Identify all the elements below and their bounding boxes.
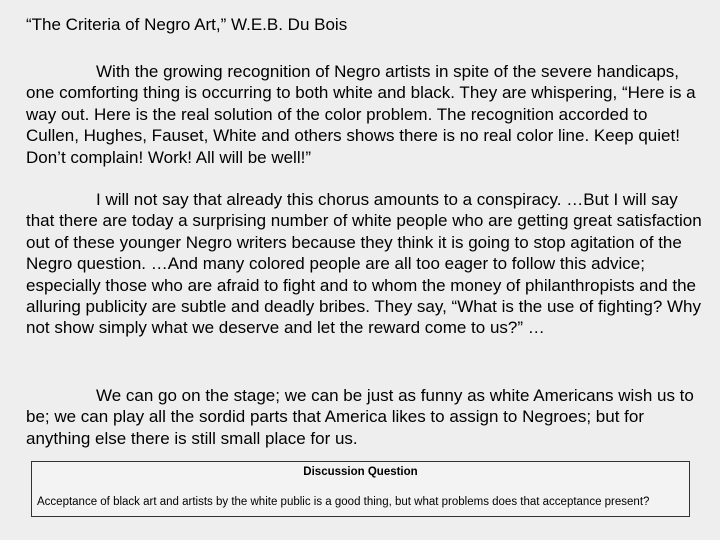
quote-paragraph-1: With the growing recognition of Negro artists in spite of the severe handicaps, one comforting thing is occurring to both white and black. They are whispering, “Here is a way out. Here is the real solution of the color problem. The recognition accorded to Cullen, Hughes, Fauset, White and others shows there is no real color line. Keep quiet! Don’t complain! Work! All will be well!” — [26, 62, 696, 167]
quote-paragraph-3: We can go on the stage; we can be just as funny as white Americans wish us to be; we can play all the sordid parts that America likes to assign to Negroes; but for anything else there is still small place for us. — [26, 386, 694, 448]
document-title: “The Criteria of Negro Art,” W.E.B. Du Bois — [26, 15, 348, 34]
quote-paragraph-2: I will not say that already this chorus amounts to a conspiracy. …But I will say that there are today a surprising number of white people who are getting great satisfaction out of these younger Negro writers because they think it is going to stop agitation of the Negro question. …And many colored people are all too eager to follow this advice; especially those who are afraid to fight and to whom the money of philanthropists and the alluring publicity are subtle and deadly bribes. They say, “What is the use of fighting? Why not show simply what we deserve and let the reward come to us?” … — [26, 190, 702, 338]
discussion-question-text: Acceptance of black art and artists by the white public is a good thing, but what problems does that acceptance present? — [37, 496, 650, 508]
discussion-question-heading: Discussion Question — [303, 466, 418, 478]
discussion-question-box — [31, 461, 690, 517]
